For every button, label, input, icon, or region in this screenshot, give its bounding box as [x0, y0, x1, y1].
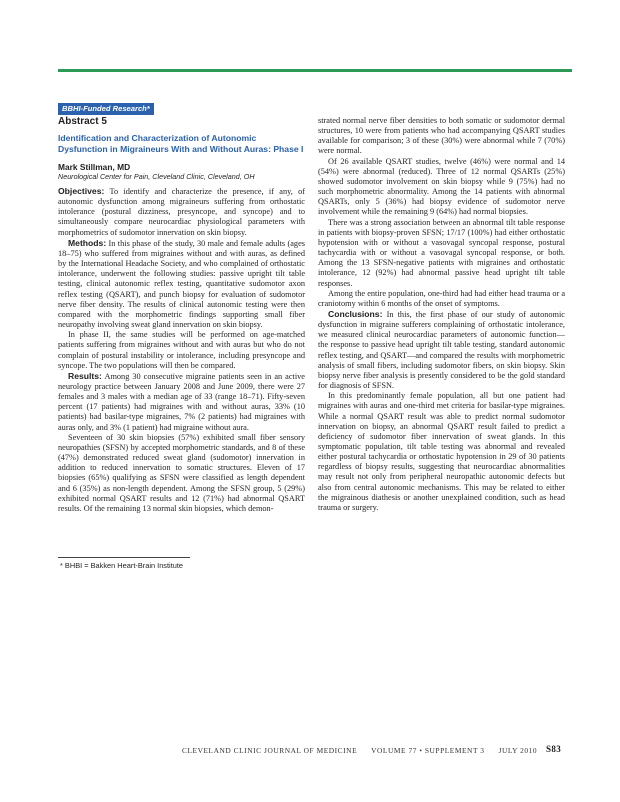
affiliation: Neurological Center for Pain, Cleveland Clinic, Cleveland, OH [58, 172, 255, 181]
paragraph-text: In phase II, the same studies will be performed on age-matched patients suffering from migraines without and with auras but who do not complain of postural instability or intolerance, including presyncope and syncope. The two populations will then be compared. [58, 330, 305, 370]
abstract-number: Abstract 5 [58, 116, 107, 127]
methods-paragraph [58, 238, 305, 330]
paragraph-text: Among 30 consecutive migraine patients seen in an active neurology practice between January 2008 and June 2009, there were 27 females and 3 males with a median age of 33 (range 18–71). Fifty-seven percent (17 patients) had migraines with and without auras, 33% (10 patients) had basilar-type migraines, 7% (2 patients) had migraines with auras only, and 3% (1 patient) had migraine without aura. [58, 371, 305, 432]
volume-info: VOLUME 77 • SUPPLEMENT 3 [371, 746, 485, 755]
journal-name: CLEVELAND CLINIC JOURNAL OF MEDICINE [182, 746, 358, 755]
paragraph-text: Seventeen of 30 skin biopsies (57%) exhibited small fiber sensory neuropathies (SFSN) by accepted morphometric standards, and 8 of these (47%) demonstrated reduced sweat gland (sudomotor) innervation in addition to reduced innervation to somatic structures. Eleven of 17 biopsies (65%) qualifying as SFSN were classified as length dependent and 6 (35%) as non-length dependent. Among the SFSN group, 5 (29%) exhibited normal QSART results and 12 (71%) had abnormal QSART results. Of the remaining 13 normal skin biopsies, which demon- [58, 432, 305, 513]
paragraph-text: In this predominantly female population, all but one patient had migraines with auras and one-third met criteria for basilar-type migraines. While a normal QSART result was able to predict normal sudomotor innervation on biopsy, an abnormal QSART result failed to predict a deficiency of sudomotor fiber innervation of sweat glands. In this symptomatic population, tilt table testing was abnormal and revealed either postural tachycardia or orthostatic hypotension in 29 of 30 patients regardless of biopsy results, suggesting that neurocardiac abnormalities may result not only from peripheral neuropathic autonomic defects but also from central autonomic mechanisms. This may be related to either the migrainous diathesis or another unexplained condition, such as head trauma or surgery. [318, 391, 565, 512]
paragraph-text: In this, the first phase of our study of autonomic dysfunction in migraine sufferers complaining of orthostatic intolerance, we measured clinical neurocardiac parameters of autonomic function—the response to passive head upright tilt table testing, standard autonomic reflex testing, and QSART—and compared the results with morphometric analysis of small fibers, including sudomotor fibers, on skin biopsy. Skin biopsy nerve fiber analysis is presently considered to be the gold standard for diagnosis of SFSN. [318, 309, 565, 391]
body-paragraph [318, 157, 565, 218]
paragraph-lead: Objectives: [58, 186, 105, 196]
right-column [318, 116, 565, 513]
running-footer [182, 746, 537, 755]
body-paragraph [318, 391, 565, 513]
results-paragraph [58, 371, 305, 433]
paragraph-lead: Methods: [68, 237, 107, 248]
funding-badge: BBHI-Funded Research* [58, 103, 154, 115]
body-paragraph [318, 289, 565, 309]
paper-title: Identification and Characterization of Autonomic Dysfunction in Migraineurs With and Without Auras: Phase I [58, 133, 304, 154]
page-number: S83 [546, 744, 562, 754]
paragraph-lead: Conclusions: [328, 308, 383, 319]
paragraph-text: In this phase of the study, 30 male and female adults (ages 18–75) who suffered from migraines without and with auras, as defined by the International Headache Society, and who complained of orthostatic intolerance, underwent the following studies: passive upright tilt table testing, clinical autonomic reflex testing, quantitative sudomotor axon reflex testing (QSART), and punch biopsy for evaluation of sudomotor nerve fiber density. The results of clinical autonomic testing were then compared with the morphometric findings supporting small fiber neuropathy involving sweat gland innervation on skin biopsy. [58, 238, 305, 330]
body-paragraph [58, 330, 305, 371]
paragraph-text: There was a strong association between an abnormal tilt table response in patients with biopsy-proven SFSN; 17/17 (100%) had either orthostatic hypotension with or without a vasovagal syncopal response, postural tachycardia with or without a vasovagal syncopal response, or both. Among the 13 SFSN-negative patients with migraines and orthostatic intolerance, 12 (92%) had abnormal passive head upright tilt table responses. [318, 217, 565, 288]
paragraph-lead: Results: [68, 370, 102, 381]
issue-date: JULY 2010 [498, 746, 538, 755]
paragraph-text: strated normal nerve fiber densities to both somatic or sudomotor dermal structures, 10 were from patients who had accompanying QSART studies available for comparison; 3 of these (30%) were abnormal while 7 (70%) were normal. [318, 116, 565, 156]
body-paragraph [318, 116, 565, 157]
paragraph-text: Among the entire population, one-third had had either head trauma or a craniotomy within 6 months of the onset of symptoms. [318, 288, 565, 308]
footnote-rule [58, 557, 190, 558]
body-paragraph [58, 433, 305, 514]
body-paragraph [318, 218, 565, 289]
author: Mark Stillman, MD [58, 162, 131, 172]
left-column [58, 116, 305, 514]
top-rule [58, 69, 572, 72]
objectives-paragraph [58, 186, 305, 238]
conclusions-paragraph [318, 309, 565, 391]
paragraph-text: Of 26 available QSART studies, twelve (46%) were normal and 14 (54%) were abnormal (reduced). Three of 12 normal QSARTs (25%) showed sudomotor involvement on skin biopsy while 9 (75%) had no such morphometric abnormality. Among the 14 patients with abnormal QSARTs, only 5 (36%) had biopsy evidence of sudomotor nerve involvement while the remaining 9 (64%) had normal biopsies. [318, 156, 565, 217]
paragraph-text: To identify and characterize the presence, if any, of autonomic dysfunction among migraineurs suffering from orthostatic intolerance (postural dizziness, presyncope, and syncope) and to simultaneously compare neurocardiac physiological parameters with morphometrics of sudomotor innervation on skin biopsy. [58, 187, 305, 237]
footnote: * BHBI = Bakken Heart-Brain Institute [60, 561, 184, 570]
